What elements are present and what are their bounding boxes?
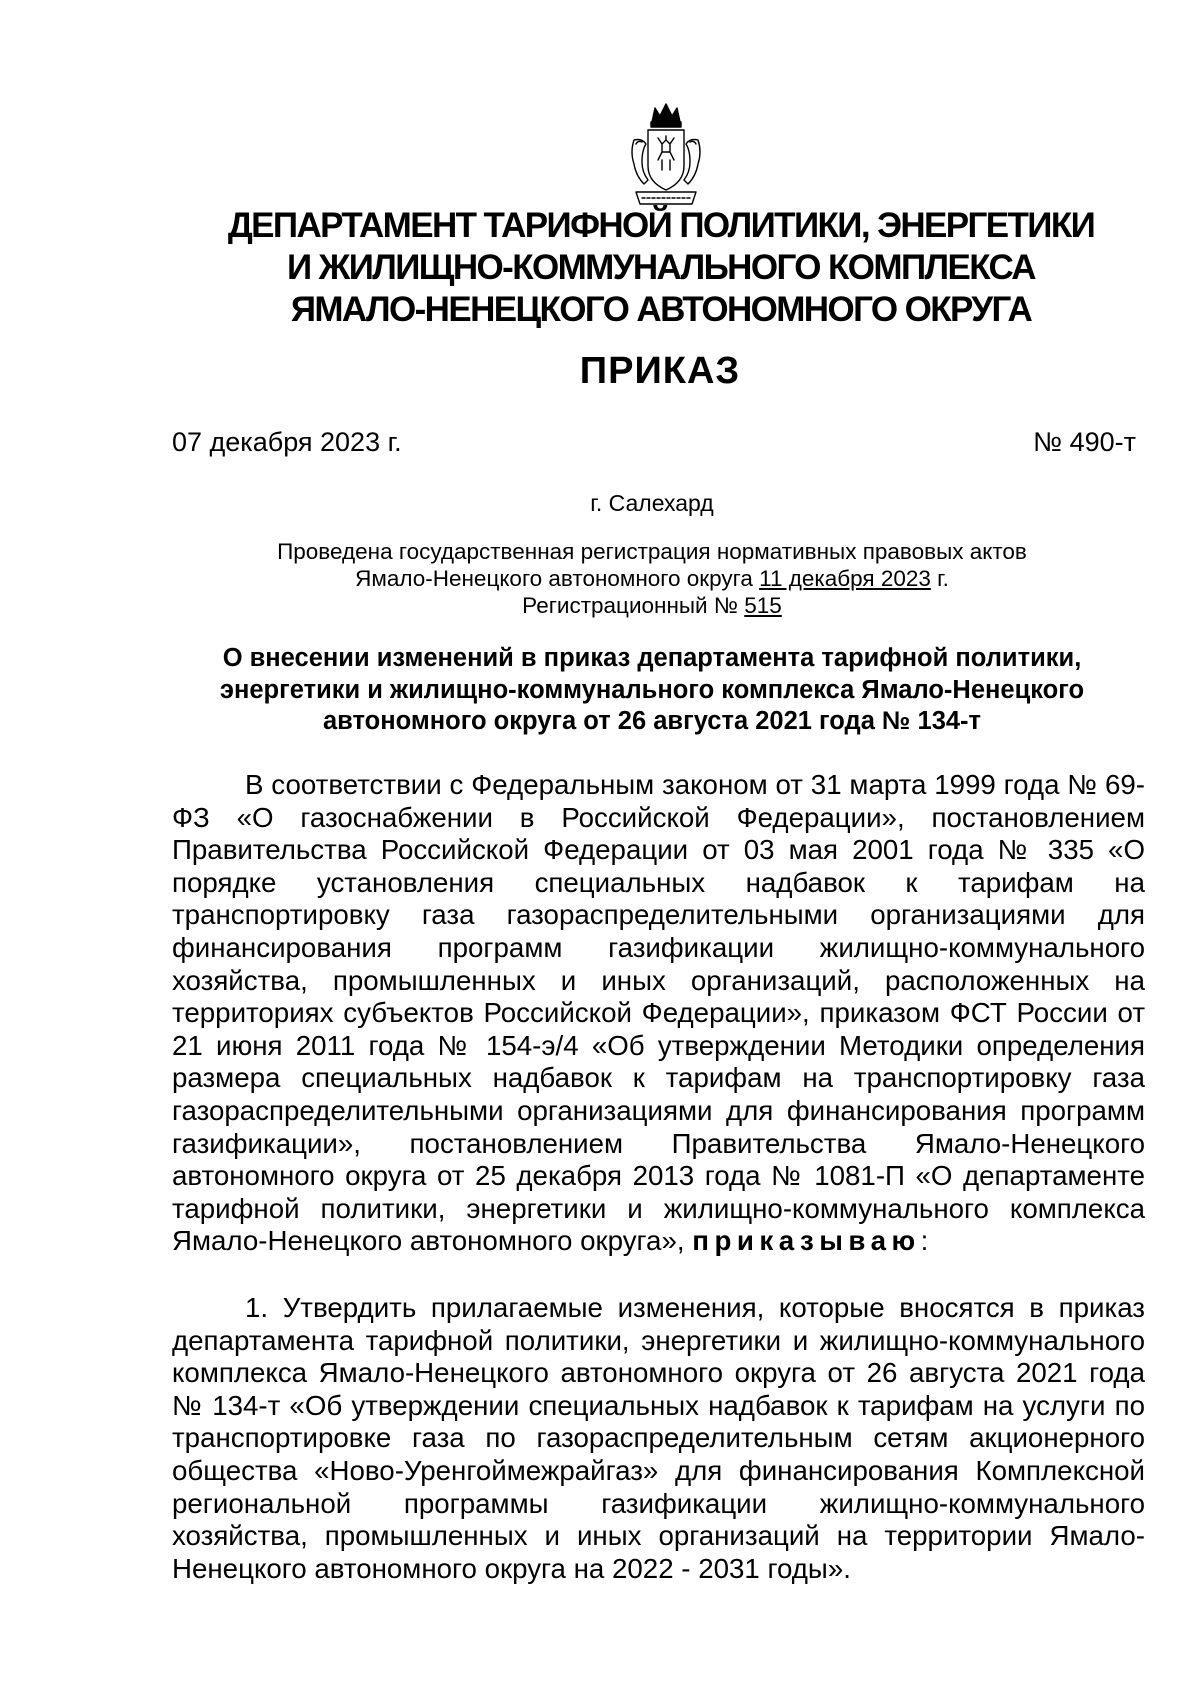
preamble-paragraph [172, 769, 1145, 1258]
coat-of-arms-icon [622, 100, 710, 212]
order-suffix: : [920, 1225, 929, 1257]
registration-line-2-suffix: г. [930, 566, 949, 591]
org-line-1: ДЕПАРТАМЕНТ ТАРИФНОЙ ПОЛИТИКИ, ЭНЕРГЕТИКИ [227, 206, 1095, 245]
document-type: ПРИКАЗ [579, 350, 741, 392]
registration-note [172, 538, 1132, 619]
organization-name [120, 205, 1200, 331]
preamble-text: В соответствии с Федеральным законом от 31 марта 1999 года № 69-ФЗ «О газоснабжении в Российской Федерации», постановлением Правительства Российской Федерации от 03 мая 2001 года № 335 «О порядке установления специальных надбавок к тарифам на транспортировку газа газораспределительными организациями для финансирования программ газификации жилищно-коммунального хозяйства, промышленных и иных организаций, расположенных на территориях субъектов Российской Федерации», приказом ФСТ России от 21 июня 2011 года № 154-э/4 «Об утверждении Методики определения размера специальных надбавок к тарифам на транспортировку газа газораспределительными организациями для финансирования программ газификации», постановлением Правительства Ямало-Ненецкого автономного округа от 25 декабря 2013 года № 1081-П «О департаменте тарифной политики, энергетики и жилищно-коммунального комплекса Ямало-Ненецкого автономного округа», [172, 769, 1145, 1257]
city: г. Салехард [590, 490, 714, 516]
document-number: № 490-т [1033, 427, 1136, 457]
org-line-3: ЯМАЛО-НЕНЕЦКОГО АВТОНОМНОГО ОКРУГА [290, 290, 1032, 329]
document-date: 07 декабря 2023 г. [172, 427, 402, 457]
subject-line-1: О внесении изменений в приказ департамента тарифной политики, [222, 644, 1082, 672]
subject-line-3: автономного округа от 26 августа 2021 года № 134-т [322, 707, 982, 735]
registration-line-2 [172, 565, 1132, 592]
document-subject [172, 643, 1132, 738]
subject-line-2: энергетики и жилищно-коммунального комплекса Ямало-Ненецкого [219, 675, 1085, 704]
registration-date: 11 декабря 2023 [759, 566, 931, 591]
registration-number-label: Регистрационный № [522, 593, 745, 618]
org-line-2: И ЖИЛИЩНО-КОММУНАЛЬНОГО КОМПЛЕКСА [287, 248, 1035, 287]
item-1-paragraph: 1. Утвердить прилагаемые изменения, которые вносятся в приказ департамента тарифной политики, энергетики и жилищно-коммунального комплекса Ямало-Ненецкого автономного округа от 26 августа 2021 года № 134-т «Об утверждении специальных надбавок к тарифам на услуги по транспортировке газа по газораспределительным сетям акционерного общества «Ново-Уренгоймежрайгаз» для финансирования Комплексной региональной программы газификации жилищно-коммунального хозяйства, промышленных и иных организаций на территории Ямало-Ненецкого автономного округа на 2022 - 2031 годы». [172, 1292, 1145, 1584]
registration-number: 515 [744, 593, 782, 618]
order-word: приказываю [692, 1225, 921, 1257]
registration-line-1: Проведена государственная регистрация нормативных правовых актов [277, 539, 1027, 564]
registration-line-3 [172, 592, 1132, 619]
registration-line-2-prefix: Ямало-Ненецкого автономного округа [355, 566, 760, 591]
